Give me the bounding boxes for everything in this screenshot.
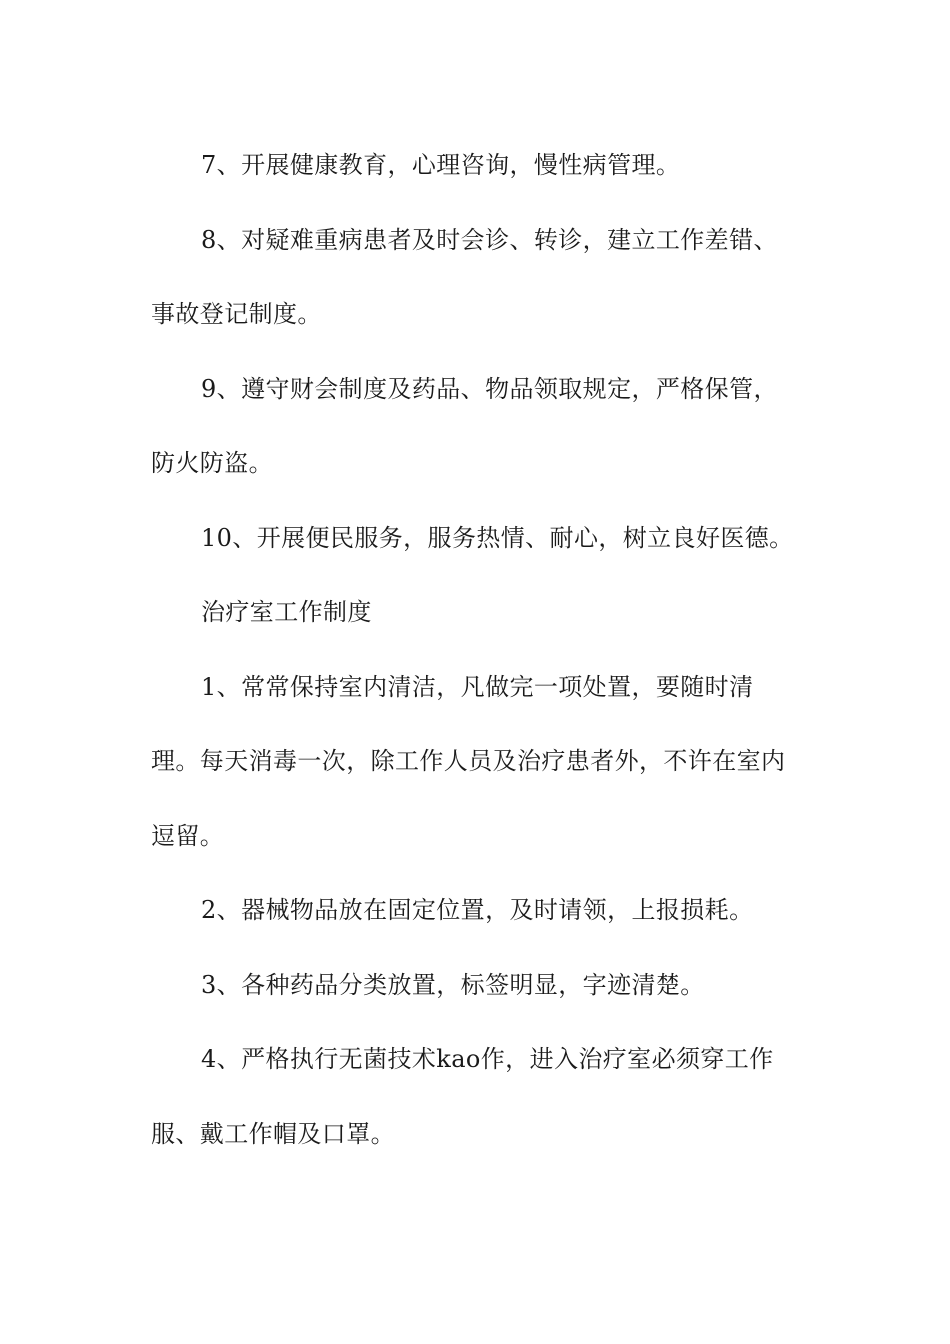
- paragraph-item-8: 8、对疑难重病患者及时会诊、转诊，建立工作差错、事故登记制度。: [151, 225, 778, 328]
- document-body: [151, 128, 801, 1171]
- section-paragraph-3: 3、各种药品分类放置，标签明显，字迹清楚。: [201, 970, 705, 999]
- paragraph-item-10: 10、开展便民服务，服务热情、耐心，树立良好医德。: [201, 523, 794, 552]
- paragraph-item-7: 7、开展健康教育，心理咨询，慢性病管理。: [201, 151, 681, 179]
- section-paragraph-4: 4、严格执行无菌技术kao作，进入治疗室必须穿工作服、戴工作帽及口罩。: [151, 1045, 774, 1148]
- section-paragraph-1: 1、常常保持室内清洁，凡做完一项处置，要随时清理。每天消毒一次，除工作人员及治疗患者外，不许在室内逗留。: [151, 672, 786, 850]
- section-paragraph-2: 2、器械物品放在固定位置，及时请领，上报损耗。: [201, 896, 754, 924]
- paragraph-item-9: 9、遵守财会制度及药品、物品领取规定，严格保管，防火防盗。: [151, 374, 778, 477]
- section-title: 治疗室工作制度: [201, 598, 372, 626]
